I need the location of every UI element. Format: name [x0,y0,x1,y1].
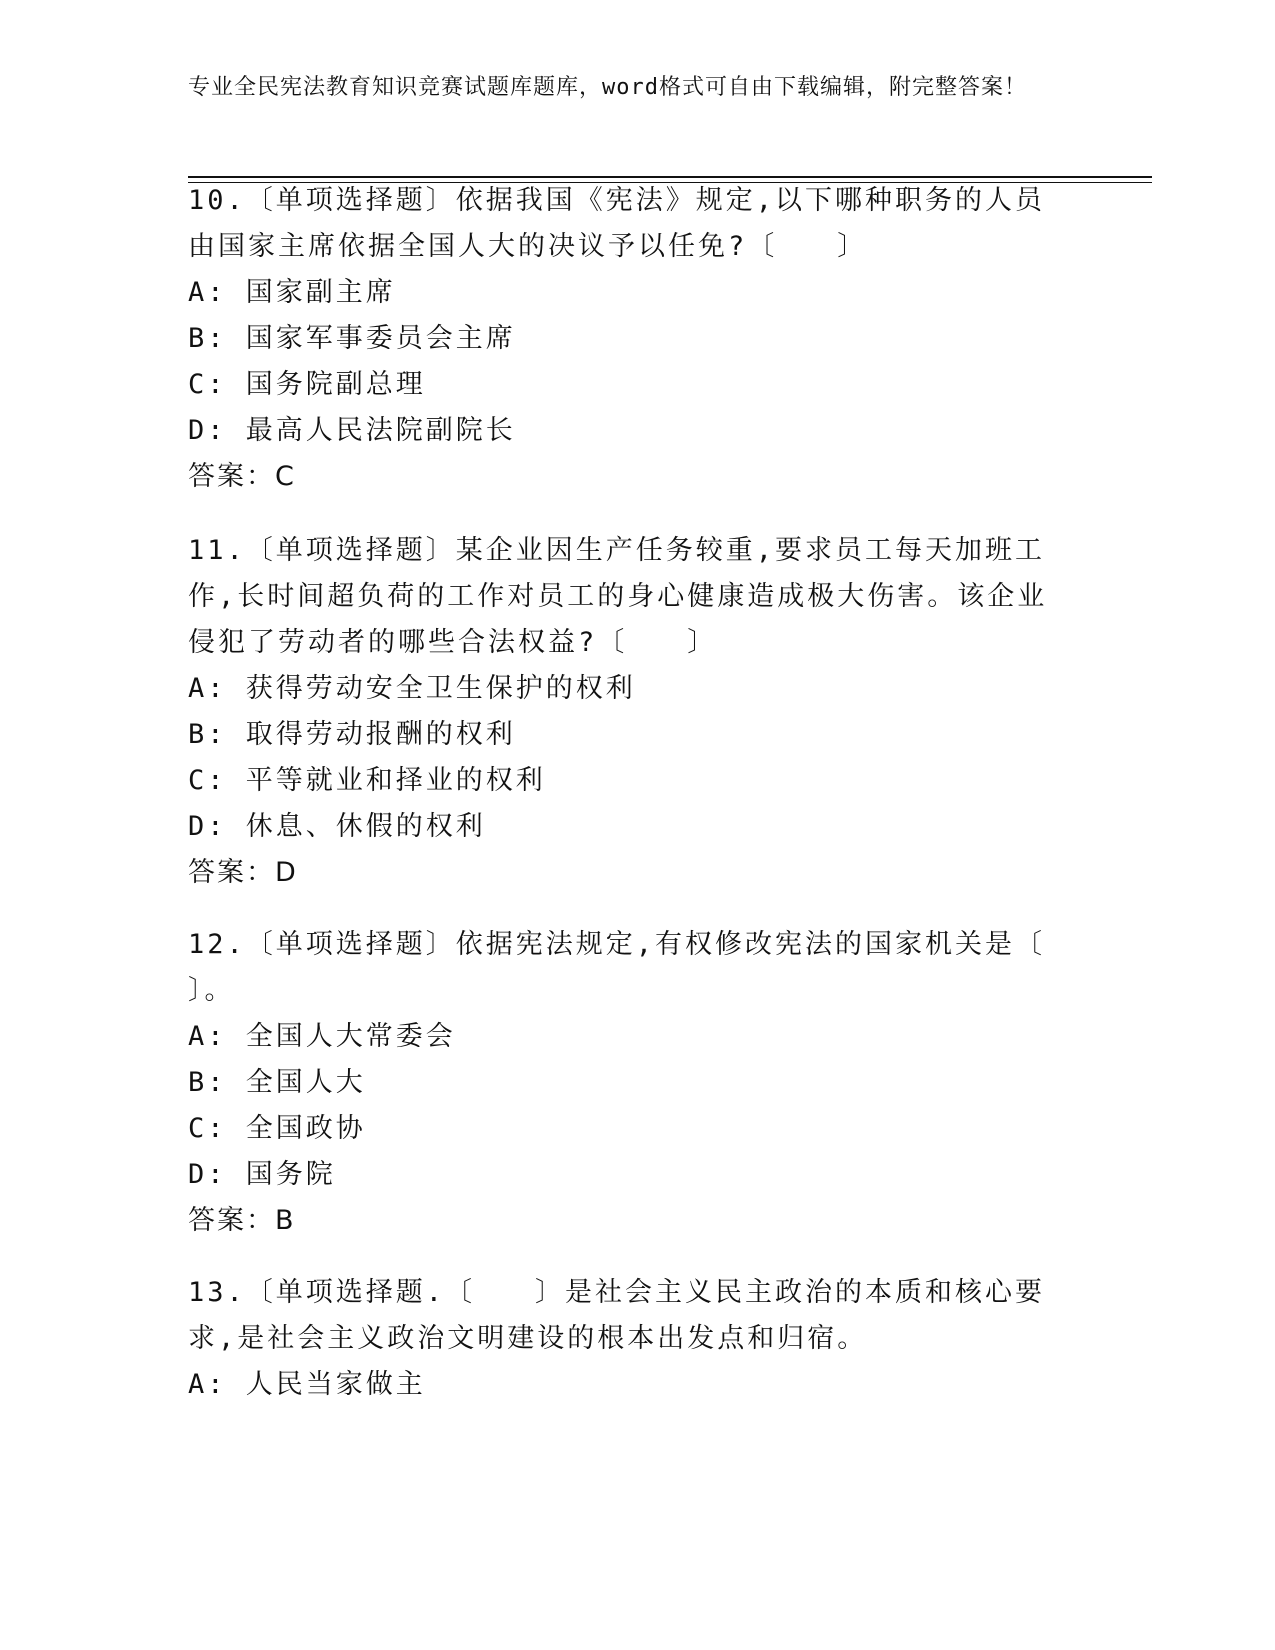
option-c: C: 国务院副总理 [188,369,426,400]
question-stem: 13.〔单项选择题.〔 〕是社会主义民主政治的本质和核心要求,是社会主义政治文明建设的根本出发点和归宿。 [188,1277,1046,1354]
option-d: D: 国务院 [188,1159,336,1190]
option-a: A: 人民当家做主 [188,1369,426,1400]
answer: 答案：B [188,1205,296,1236]
option-b: B: 取得劳动报酬的权利 [188,719,516,750]
question-13 [188,1270,1068,1408]
question-10 [188,178,1068,500]
option-a: A: 全国人大常委会 [188,1021,456,1052]
page-header: 专业全民宪法教育知识竞赛试题库题库，word格式可自由下载编辑，附完整答案！ [188,75,1027,100]
answer: 答案：D [188,857,298,888]
question-stem: 10.〔单项选择题〕依据我国《宪法》规定,以下哪种职务的人员由国家主席依据全国人大的决议予以任免?〔 〕 [188,185,1046,262]
option-b: B: 国家军事委员会主席 [188,323,516,354]
option-b: B: 全国人大 [188,1067,366,1098]
option-c: C: 全国政协 [188,1113,366,1144]
question-12 [188,922,1106,1244]
question-stem: 11.〔单项选择题〕某企业因生产任务较重,要求员工每天加班工作,长时间超负荷的工作对员工的身心健康造成极大伤害。该企业侵犯了劳动者的哪些合法权益?〔 〕 [188,535,1048,658]
option-a: A: 国家副主席 [188,277,396,308]
option-d: D: 休息、休假的权利 [188,811,486,842]
question-11 [188,528,1068,896]
question-stem: 12.〔单项选择题〕依据宪法规定,有权修改宪法的国家机关是〔 〕。 [188,929,1106,1006]
option-d: D: 最高人民法院副院长 [188,415,516,446]
option-a: A: 获得劳动安全卫生保护的权利 [188,673,636,704]
answer: 答案：C [188,461,296,492]
option-c: C: 平等就业和择业的权利 [188,765,546,796]
